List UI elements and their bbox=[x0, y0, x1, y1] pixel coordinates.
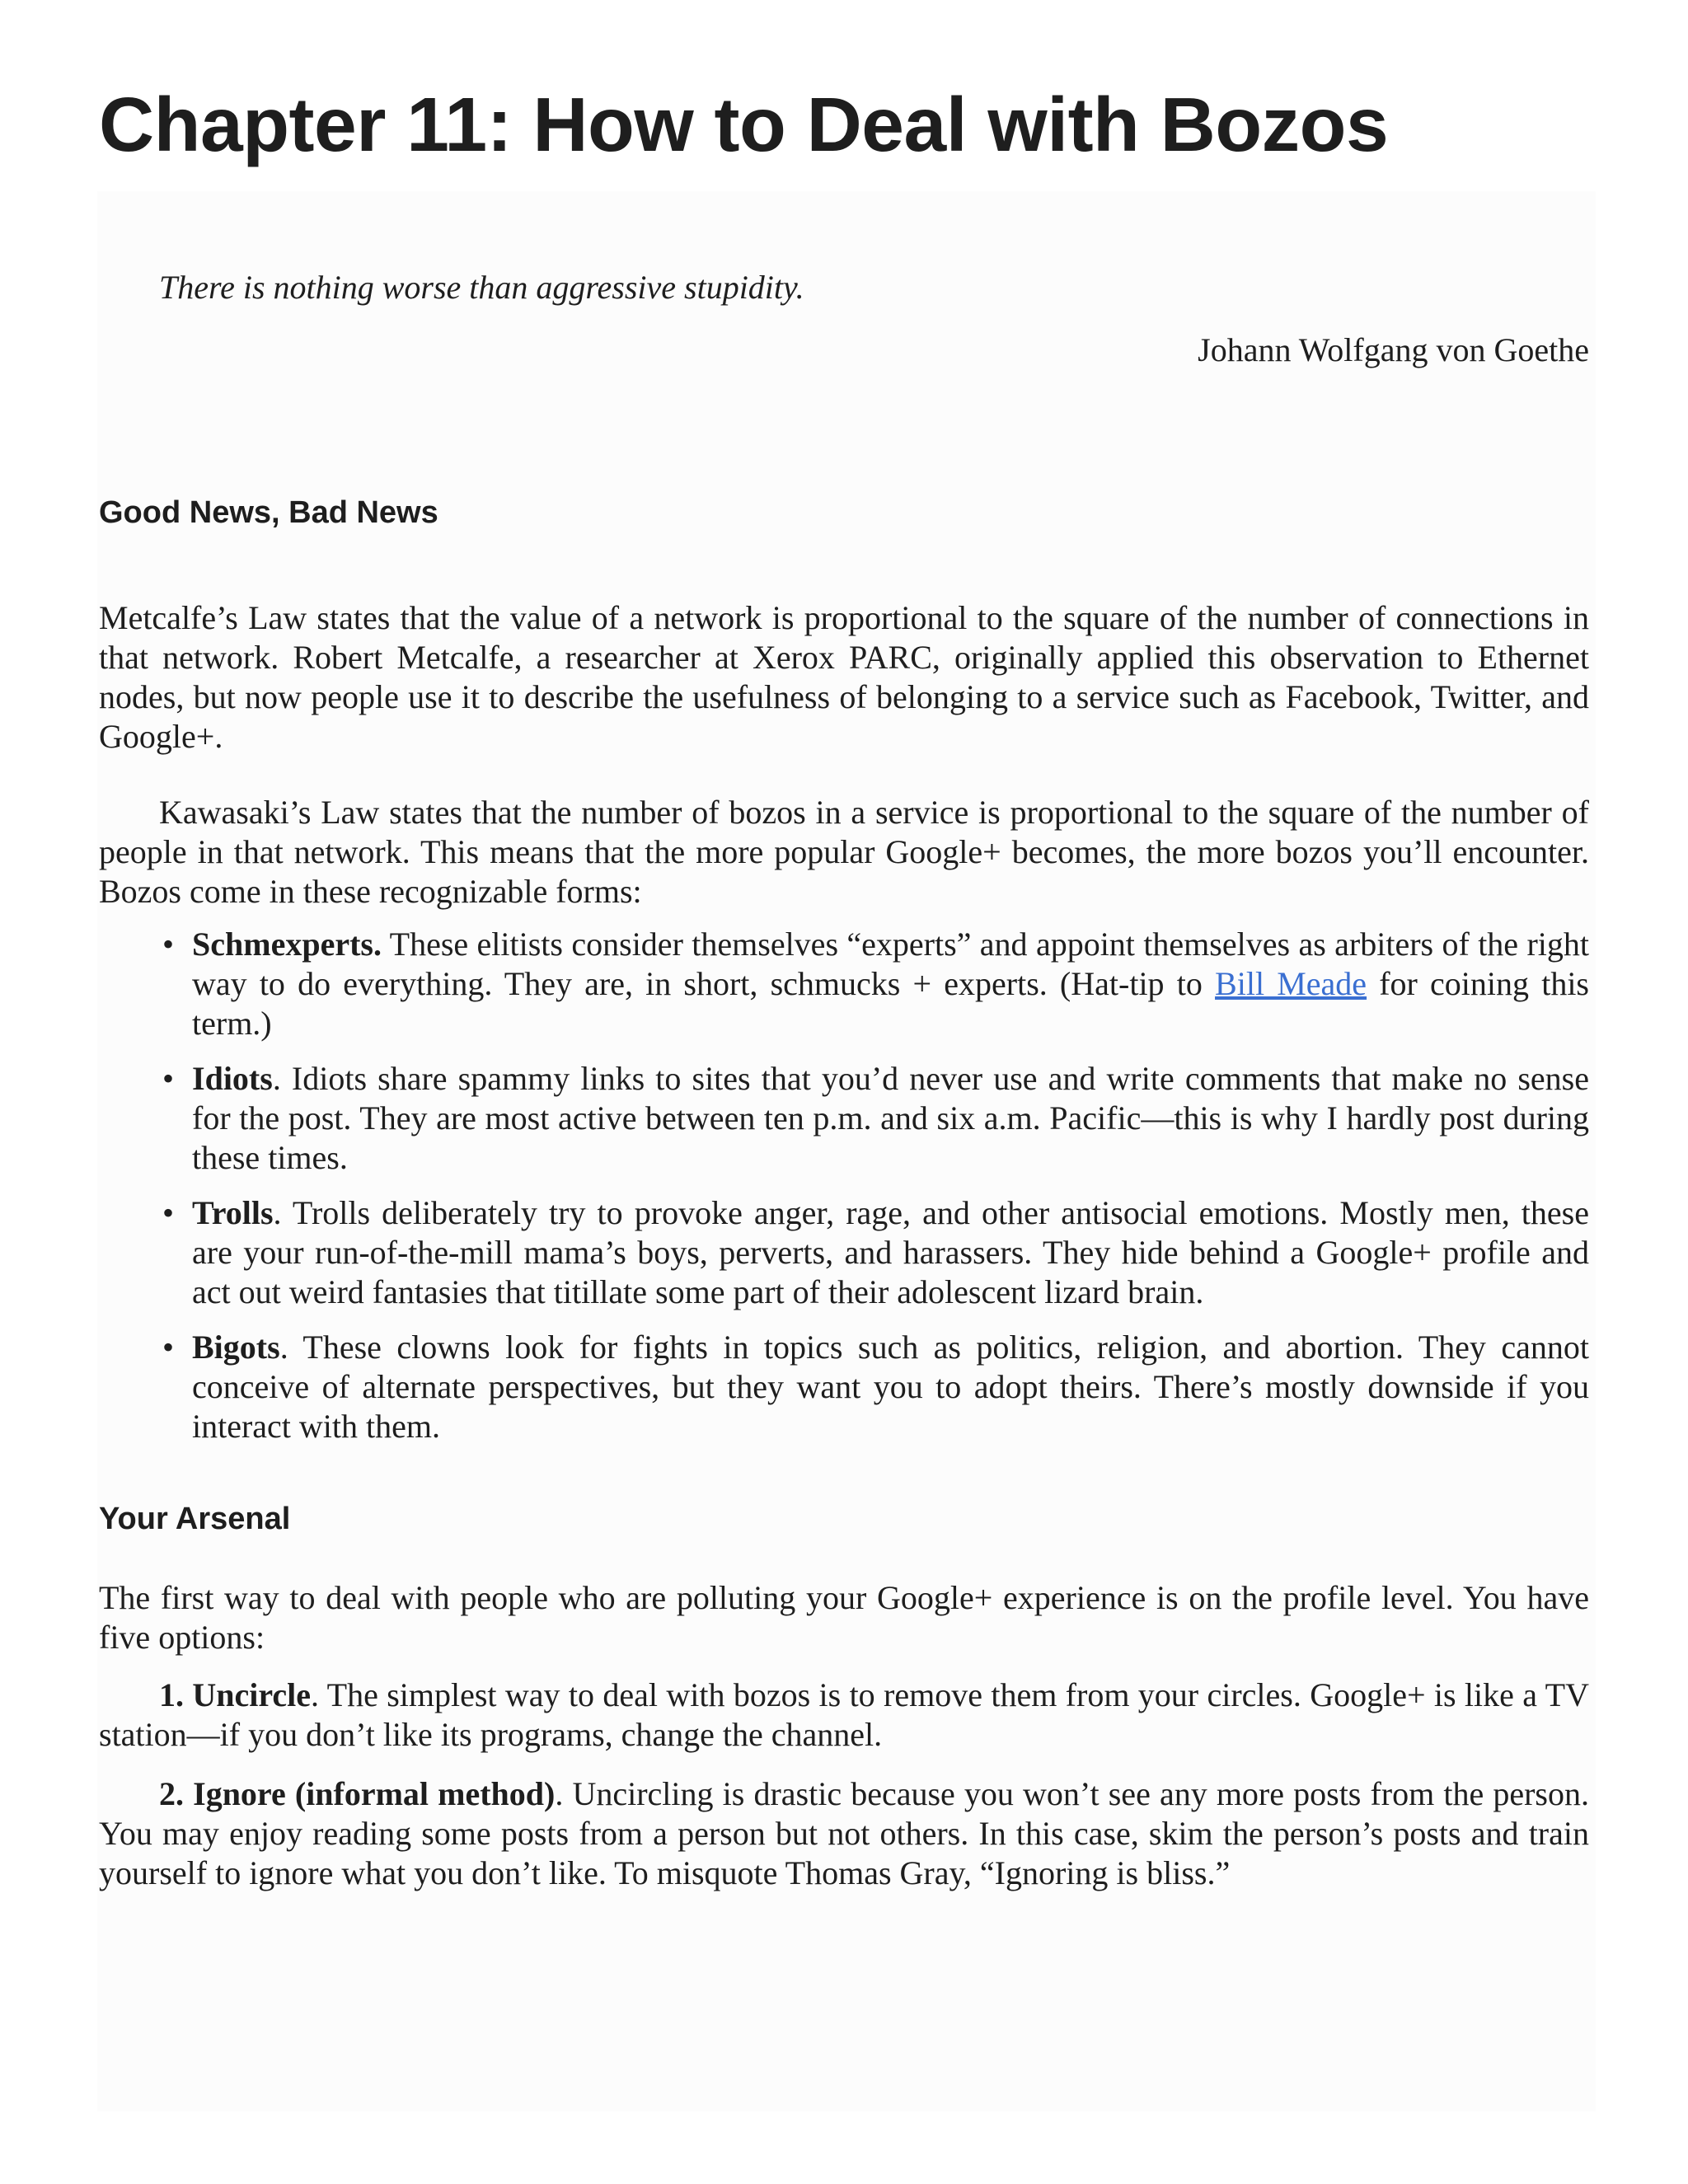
section-heading-good-news: Good News, Bad News bbox=[99, 495, 438, 530]
paragraph-metcalfe: Metcalfe’s Law states that the value of a network is proportional to the square of the number of connections in that network. Robert Metcalfe, a researcher at Xerox PARC, originally applied this observation to Ethernet nodes, but now people use it to describe the usefulness of belonging to a service such as Facebook, Twitter, and Google+. bbox=[99, 599, 1589, 755]
bullet-text: . Idiots share spammy links to sites that you’d never use and write comments that make no sense for the post. They are most active between ten p.m. and six a.m. Pacific—this is why I hardly post during these times. bbox=[192, 1060, 1589, 1176]
bullet-icon: • bbox=[162, 926, 175, 963]
list-item-schmexperts bbox=[162, 925, 1589, 1043]
option-ignore bbox=[99, 1774, 1589, 1893]
paragraph-kawasaki: Kawasaki’s Law states that the number of bozos in a service is proportional to the square of the number of people in that network. This means that the more popular Google+ becomes, the more bozos you’ll encounter. Bozos come in these recognizable forms: bbox=[99, 794, 1589, 910]
bullet-term: Schmexperts. bbox=[192, 926, 382, 963]
bullet-term: Trolls bbox=[192, 1194, 274, 1231]
option-text: . Uncircling is drastic because you won’t see any more posts from the person. You may enjoy reading some posts from a person but not others. In this case, skim the person’s posts and train yourself to ignore what you don’t like. To misquote Thomas Gray, “Ignoring is bliss.” bbox=[99, 1775, 1589, 1891]
bullet-text: . These clowns look for fights in topics such as politics, religion, and abortion. They cannot conceive of alternate perspectives, but they want you to adopt theirs. There’s mostly downside if you interact with them. bbox=[192, 1329, 1589, 1445]
epigraph bbox=[99, 262, 1589, 376]
list-item-bigots bbox=[162, 1328, 1589, 1446]
bullet-text: These elitists consider themselves “experts” and appoint themselves as arbiters of the right way to do everything. They are, in short, schmucks + experts. (Hat-tip to bbox=[192, 926, 1589, 1002]
main-content bbox=[99, 486, 1589, 1893]
bullet-icon: • bbox=[162, 1194, 175, 1231]
list-item-idiots bbox=[162, 1059, 1589, 1178]
epigraph-author: Johann Wolfgang von Goethe bbox=[1198, 331, 1589, 368]
bullet-icon: • bbox=[162, 1329, 175, 1366]
section-heading-your-arsenal: Your Arsenal bbox=[99, 1502, 291, 1536]
option-uncircle bbox=[99, 1675, 1589, 1755]
option-term: 2. Ignore (informal method) bbox=[159, 1775, 556, 1812]
bullet-icon: • bbox=[162, 1060, 175, 1097]
option-term: 1. Uncircle bbox=[159, 1676, 312, 1713]
option-text: . The simplest way to deal with bozos is to remove them from your circles. Google+ is like a TV station—if you don’t like its programs, change the channel. bbox=[99, 1676, 1589, 1753]
list-item-trolls bbox=[162, 1193, 1589, 1312]
bullet-text-after-link: for coining this term.) bbox=[192, 965, 1589, 1042]
chapter-title: Chapter 11: How to Deal with Bozos bbox=[99, 82, 1389, 167]
bullet-term: Idiots bbox=[192, 1060, 273, 1097]
bullet-term: Bigots bbox=[192, 1329, 280, 1366]
epigraph-quote: There is nothing worse than aggressive stupidity. bbox=[159, 269, 804, 306]
bozo-types-list bbox=[99, 925, 1589, 1446]
bullet-text: . Trolls deliberately try to provoke anger, rage, and other antisocial emotions. Mostly men, these are your run-of-the-mill mama’s boys, perverts, and harassers. They hide behind a Google+ profile and act out weird fantasies that titillate some part of their adolescent lizard brain. bbox=[192, 1194, 1589, 1310]
paragraph-arsenal-intro: The first way to deal with people who are polluting your Google+ experience is on the profile level. You have five options: bbox=[99, 1579, 1589, 1656]
bill-meade-link[interactable]: Bill Meade bbox=[1215, 965, 1367, 1002]
